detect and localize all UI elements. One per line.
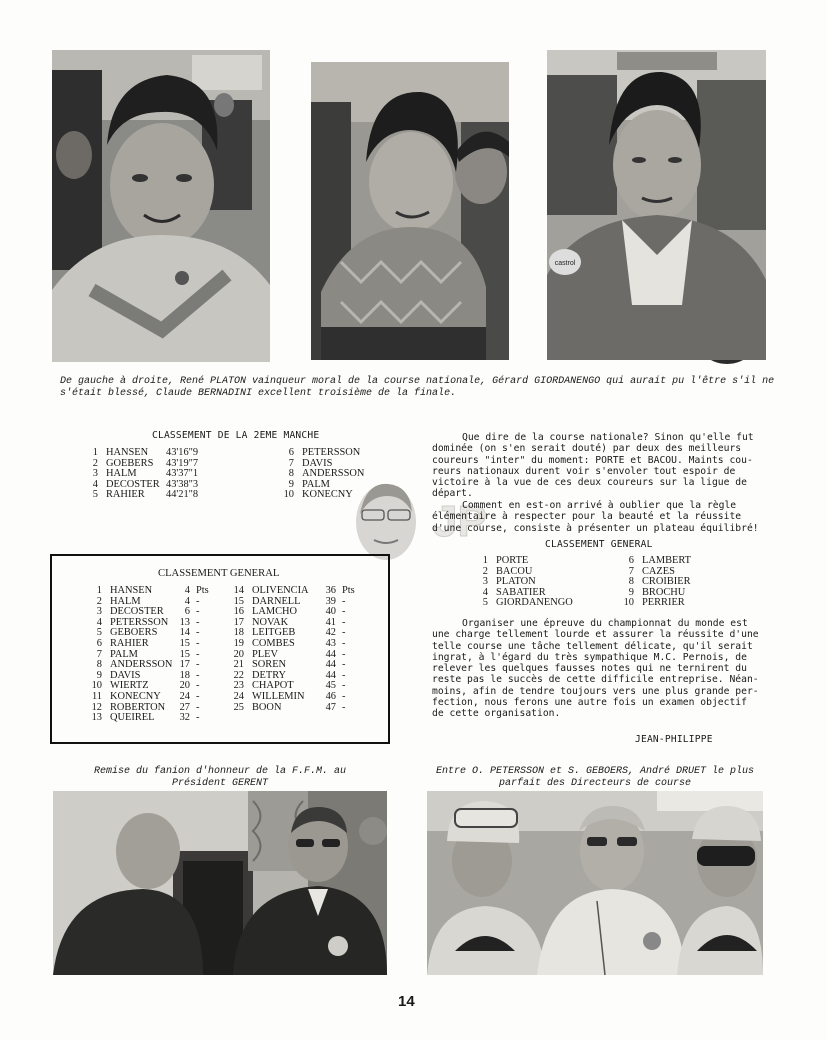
result-unit: - [342,637,346,649]
result-row [88,692,209,703]
bottom-right-caption [427,766,763,790]
result-name: DECOSTER [106,478,160,490]
result-pts: 45 [325,680,336,692]
page-number: 14 [398,993,415,1010]
result-pts: 18 [179,669,190,681]
result-name: QUEIREL [110,712,155,724]
result-unit: - [196,659,200,671]
result-pts: 42 [325,627,336,639]
result-unit: - [196,669,200,681]
result-pos: 3 [92,468,98,480]
para1-line: victoire à la vue de ces deux coureurs sur la ligue de [432,477,747,489]
result-pos: 23 [233,680,244,692]
result-name: SOREN [252,659,287,671]
result-pos: 19 [233,637,244,649]
result-pos: 3 [96,606,102,618]
result-unit: Pts [196,585,209,596]
result-pts: 20 [179,680,190,692]
result-name: ANDERSSON [110,659,173,671]
result-row [620,556,691,567]
result-name: DARNELL [252,595,301,607]
result-pos: 13 [91,712,102,724]
result-name: CHAPOT [252,680,294,692]
result-unit: - [196,701,200,713]
top-photo-caption [60,376,820,400]
result-pts: 43 [325,637,336,649]
result-name: LEITGEB [252,627,296,639]
result-row [88,490,198,501]
result-pos: 5 [482,597,488,609]
bottom-left-caption-line-2: Président GERENT [171,778,268,789]
result-name: PLEV [252,648,278,660]
top-caption-line-2: s'était blessé, Claude BERNADINI excellent troisième de la finale. [60,388,457,399]
result-pos: 10 [283,489,294,501]
bottom-right-caption-line-2: parfait des Directeurs de course [498,778,692,789]
photo-petersson-druet-geboers [427,791,763,975]
para2-line: Comment en est-on arrivé à oublier que la règle [462,500,737,511]
result-pts: 32 [179,712,190,724]
manche-table-left [88,448,198,501]
result-pos: 2 [92,457,98,469]
result-unit: - [342,701,346,713]
result-pos: 7 [288,457,294,469]
result-pos: 10 [623,597,634,609]
result-pos: 15 [233,595,244,607]
result-pos: 8 [288,468,294,480]
para1-line: dominée (on s'en serait douté) par deux des meilleurs [432,443,742,455]
result-name: GEBOERS [110,627,158,639]
article-paragraph-3 [432,618,759,720]
result-name: PALM [110,648,138,660]
result-pos: 14 [233,585,244,596]
result-pos: 17 [233,616,244,628]
result-pos: 1 [482,555,488,566]
result-row [88,660,209,671]
result-name: DAVIS [302,457,333,469]
result-unit: - [342,669,346,681]
result-unit: - [342,690,346,702]
result-pos: 6 [96,637,102,649]
result-unit: Pts [342,585,355,596]
result-unit: - [196,627,200,639]
result-name: HANSEN [106,447,149,458]
result-name: COMBES [252,637,295,649]
result-row [230,703,355,714]
result-name: HANSEN [110,585,153,596]
result-pts: 6 [184,606,190,618]
result-name: DECOSTER [110,606,164,618]
para3-line: relever les quelques fausses notes qui ne ternirent du [432,663,747,675]
result-pts: 4 [184,595,190,607]
result-pos: 8 [96,659,102,671]
result-row [480,556,573,567]
para3-line: de cette organisation. [432,708,561,720]
result-unit: - [196,595,200,607]
result-pts: 15 [179,637,190,649]
result-pos: 7 [96,648,102,660]
result-name: DAVIS [110,669,141,681]
result-pos: 10 [91,680,102,692]
result-name: WILLEMIN [252,690,305,702]
result-time: 43'19"7 [166,457,199,469]
result-pos: 9 [96,669,102,681]
result-row [88,448,198,459]
result-name: NOVAK [252,616,289,628]
para2-line: élémentaire à respecter pour la beauté et la réussite [432,511,742,523]
result-name: PALM [302,478,330,490]
result-pos: 8 [628,576,634,588]
result-pos: 7 [628,565,634,577]
result-name: KONECNY [110,690,161,702]
result-unit: - [196,648,200,660]
result-pos: 25 [233,701,244,713]
result-pts: 27 [179,701,190,713]
result-time: 43'38"3 [166,478,199,490]
result-pos: 20 [233,648,244,660]
result-pos: 4 [92,478,98,490]
result-pos: 16 [233,606,244,618]
top-caption-line-1: De gauche à droite, René PLATON vainqueur moral de la course nationale, Gérard GIORDANENGO qui aurait pu l'être s'il ne [60,376,775,387]
result-name: SABATIER [496,586,546,598]
result-pos: 12 [91,701,102,713]
result-row [88,639,209,650]
result-pts: 44 [325,648,336,660]
result-unit: - [196,606,200,618]
result-name: BACOU [496,565,533,577]
result-pts: 46 [325,690,336,702]
result-name: ANDERSSON [302,468,365,480]
result-name: LAMCHO [252,606,298,618]
result-name: CROIBIER [642,576,691,588]
result-unit: - [342,648,346,660]
result-time: 43'16"9 [166,447,199,458]
para3-line: fection, nous ferons une autre fois un examen objectif [432,697,747,709]
result-pos: 9 [288,478,294,490]
result-row [230,650,355,661]
result-pos: 6 [288,447,294,458]
result-unit: - [342,595,346,607]
para3-line: reste pas le succès de cette difficile entreprise. Néan- [432,674,759,686]
national-table-right [620,556,691,609]
author-signature: JEAN-PHILIPPE [635,734,713,745]
result-pts: 15 [179,648,190,660]
result-name: DETRY [252,669,287,681]
result-row [230,586,355,597]
result-pos: 18 [233,627,244,639]
result-name: CAZES [642,565,675,577]
result-row [230,692,355,703]
result-pts: 44 [325,659,336,671]
result-pts: 36 [325,585,336,596]
general-table-right [230,586,355,713]
para3-line: telle course une tâche tellement délicate, qu'il serait [432,640,753,652]
result-name: PORTE [496,555,529,566]
result-time: 43'37"1 [166,468,199,480]
bottom-right-caption-line-1: Entre O. PETERSSON et S. GEBOERS, André DRUET le plus [435,766,755,777]
result-pos: 2 [96,595,102,607]
result-name: PETERSSON [302,447,361,458]
para1-line: reurs nationaux durent voir s'envoler tout espoir de [432,465,736,477]
result-row [620,598,691,609]
general-title: CLASSEMENT GENERAL [158,568,280,579]
result-pos: 4 [482,586,488,598]
result-name: PETERSSON [110,616,169,628]
result-unit: - [196,637,200,649]
para2-line: d'une course, consiste à présenter un plateau équilibré! [432,522,759,534]
result-pos: 11 [91,690,102,702]
result-name: PERRIER [642,597,685,609]
para3-line: une charge tellement lourde et assurer la réussite d'une [432,629,759,641]
article-paragraph-2 [432,500,759,534]
result-unit: - [196,690,200,702]
result-name: BOON [252,701,282,713]
result-unit: - [196,712,200,724]
result-pos: 1 [92,447,98,458]
national-table-left [480,556,573,609]
para1-line: départ. [432,488,473,500]
result-name: GIORDANENGO [496,597,573,609]
para3-line: moins, afin de tendre toujours vers une plus grande per- [432,685,759,697]
result-unit: - [196,616,200,628]
result-row [230,639,355,650]
result-name: RAHIER [110,637,149,649]
result-name: OLIVENCIA [252,585,309,596]
result-unit: - [342,659,346,671]
article-paragraph-1 [432,432,754,500]
result-time: 44'21"8 [166,489,199,501]
result-pos: 24 [233,690,244,702]
result-name: KONECNY [302,489,353,501]
result-name: ROBERTON [110,701,166,713]
result-pos: 5 [96,627,102,639]
classement-general-box [50,554,390,744]
para3-line: ingrat, à l'égard du très sympathique M.C. Pernois, de [432,651,747,663]
result-row [280,448,364,459]
result-pts: 39 [325,595,336,607]
result-name: HALM [106,468,137,480]
para1-line: Que dire de la course nationale? Sinon qu'elle fut [462,432,754,443]
result-pos: 2 [482,565,488,577]
result-name: GOEBERS [106,457,154,469]
watermark-jp-text: JP [433,497,487,546]
result-pts: 17 [179,659,190,671]
result-pts: 14 [179,627,190,639]
result-row [88,586,209,597]
result-row [88,713,209,724]
result-pts: 4 [184,585,190,596]
result-pos: 9 [628,586,634,598]
bottom-left-caption [52,766,388,790]
result-row [230,607,355,618]
result-pos: 1 [96,585,102,596]
photo-claude-bernadini [547,50,766,360]
bottom-left-caption-line-1: Remise du fanion d'honneur de la F.F.M. au [93,766,347,777]
result-unit: - [342,680,346,692]
result-pos: 4 [96,616,102,628]
result-pts: 44 [325,669,336,681]
result-row [480,598,573,609]
general-table-left [88,586,209,724]
result-pos: 21 [233,659,244,671]
result-pos: 3 [482,576,488,588]
result-pts: 13 [179,616,190,628]
result-name: BROCHU [642,586,686,598]
result-pts: 41 [325,616,336,628]
para3-line: Organiser une épreuve du championnat du monde est [462,618,748,629]
national-title: CLASSEMENT GENERAL [545,539,653,550]
result-unit: - [342,627,346,639]
manche-title: CLASSEMENT DE LA 2EME MANCHE [152,430,320,441]
result-pos: 5 [92,489,98,501]
photo-gerard-giordanengo [311,62,509,360]
result-pos: 6 [628,555,634,566]
castrol-badge-text: castrol [554,260,576,267]
result-unit: - [342,606,346,618]
result-name: WIERTZ [110,680,149,692]
result-unit: - [342,616,346,628]
result-unit: - [196,680,200,692]
result-pos: 22 [233,669,244,681]
result-pts: 40 [325,606,336,618]
result-pts: 24 [179,690,190,702]
photo-rene-platon [52,50,270,362]
photo-fanion-ceremony [53,791,387,975]
result-name: LAMBERT [642,555,692,566]
result-row [230,660,355,671]
result-name: PLATON [496,576,536,588]
result-name: RAHIER [106,489,145,501]
result-pts: 47 [325,701,336,713]
para1-line: coureurs "inter" du moment: PORTE et BACOU. Maints cou- [432,454,753,466]
result-name: HALM [110,595,141,607]
